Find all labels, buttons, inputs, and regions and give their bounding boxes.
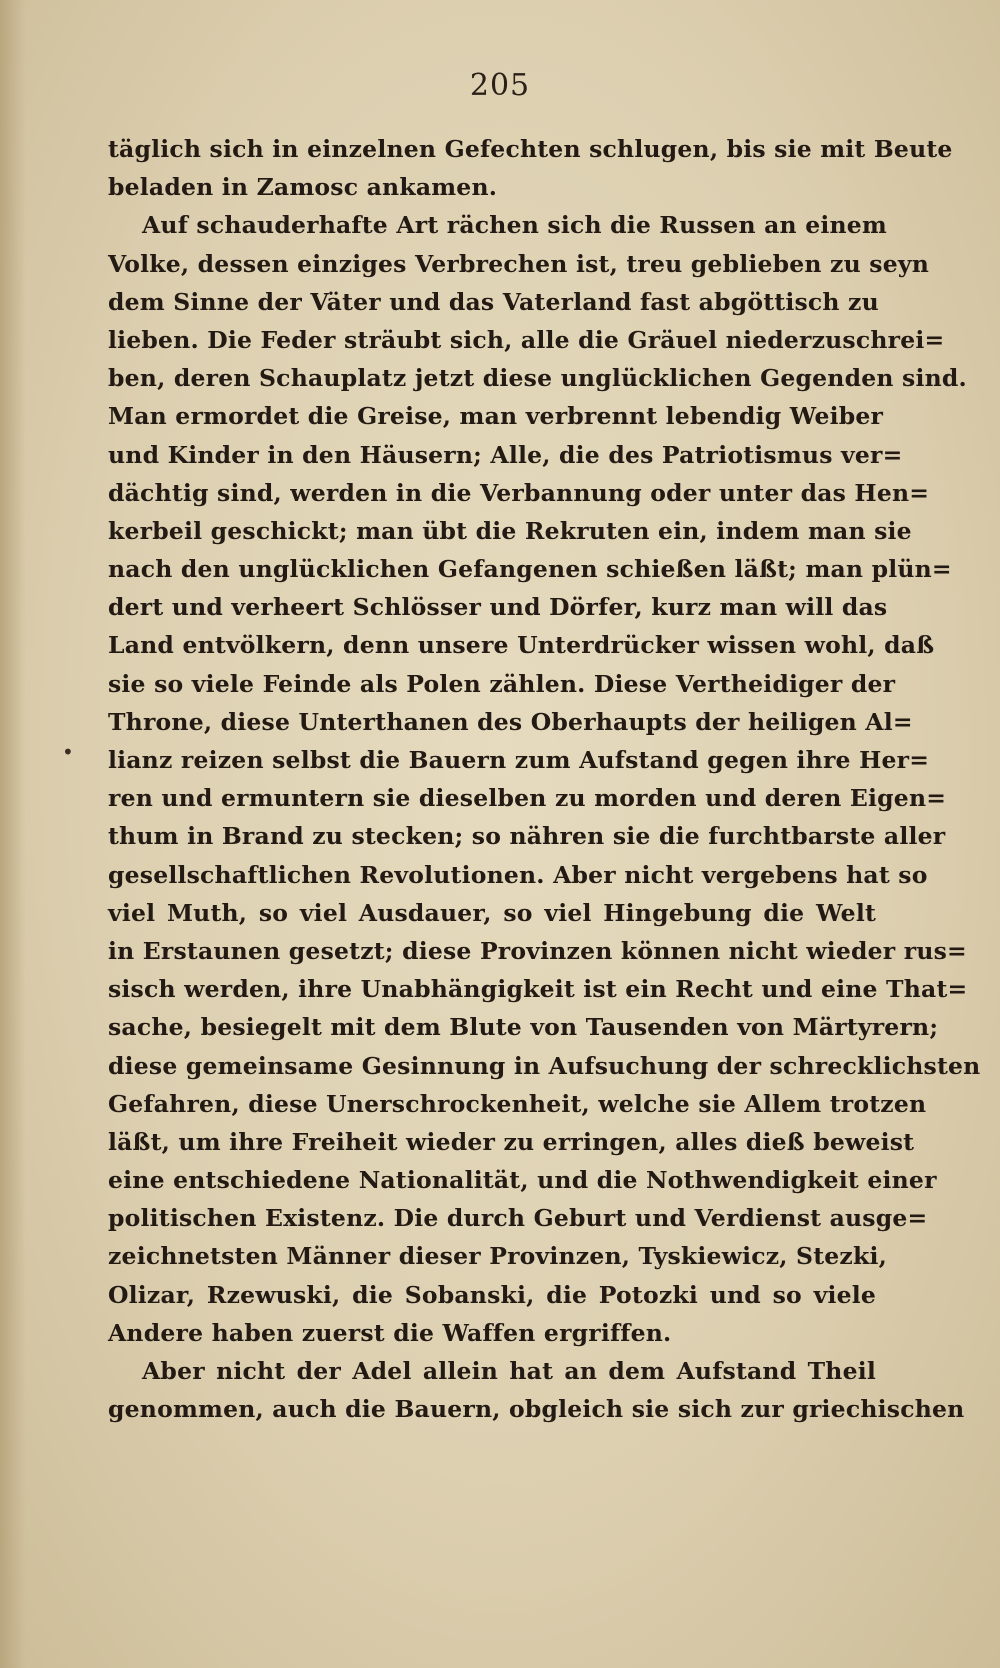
text-line: Olizar, Rzewuski, die Sobanski, die Potozki und so viele [108, 1280, 876, 1309]
text-line: Volke, dessen einziges Verbrechen ist, treu geblieben zu seyn [108, 249, 929, 278]
page-number: 205 [469, 68, 531, 103]
text-line: ren und ermuntern sie dieselben zu morden und deren Eigen= [108, 784, 947, 813]
text-line: lianz reizen selbst die Bauern zum Aufstand gegen ihre Her= [108, 746, 930, 774]
text-line: gesellschaftlichen Revolutionen. Aber nicht vergebens hat so [108, 860, 928, 889]
text-line: sisch werden, ihre Unabhängigkeit ist ein Recht und eine That= [108, 975, 968, 1004]
text-line: läßt, um ihre Freiheit wieder zu erringen, alles dieß beweist [108, 1127, 915, 1156]
text-line: ben, deren Schauplatz jetzt diese unglücklichen Gegenden sind. [108, 364, 967, 393]
text-line: politischen Existenz. Die durch Geburt und Verdienst ausge= [108, 1204, 928, 1233]
body-text [108, 130, 981, 1428]
text-line: dächtig sind, werden in die Verbannung oder unter das Hen= [108, 478, 930, 507]
text-line: sache, besiegelt mit dem Blute von Tausenden von Märtyrern; [108, 1013, 939, 1042]
text-line: dem Sinne der Väter und das Vaterland fast abgöttisch zu [108, 287, 879, 316]
text-line: genommen, auch die Bauern, obgleich sie sich zur griechischen [108, 1395, 965, 1424]
text-line: täglich sich in einzelnen Gefechten schlugen, bis sie mit Beute [108, 135, 953, 163]
text-line: Aber nicht der Adel allein hat an dem Aufstand Theil [142, 1357, 876, 1385]
text-line: Man ermordet die Greise, man verbrennt lebendig Weiber [108, 402, 884, 431]
text-line: lieben. Die Feder sträubt sich, alle die Gräuel niederzuschrei= [108, 325, 945, 354]
text-line: Gefahren, diese Unerschrockenheit, welche sie Allem trotzen [108, 1089, 927, 1118]
text-line: in Erstaunen gesetzt; diese Provinzen können nicht wieder rus= [108, 936, 967, 965]
text-line: dert und verheert Schlösser und Dörfer, kurz man will das [108, 593, 888, 622]
text-line: beladen in Zamosc ankamen. [108, 173, 498, 202]
text-line: Throne, diese Unterthanen des Oberhaupts der heiligen Al= [108, 707, 913, 736]
text-line: sie so viele Feinde als Polen zählen. Diese Vertheidiger der [108, 669, 896, 698]
text-line: kerbeil geschickt; man übt die Rekruten ein, indem man sie [108, 516, 912, 545]
text-line: eine entschiedene Nationalität, und die Nothwendigkeit einer [108, 1166, 937, 1195]
text-line: Land entvölkern, denn unsere Unterdrücker wissen wohl, daß [108, 631, 935, 660]
text-line: zeichnetsten Männer dieser Provinzen, Tyskiewicz, Stezki, [108, 1242, 887, 1271]
text-line: thum in Brand zu stecken; so nähren sie die furchtbarste aller [108, 822, 946, 851]
text-line: nach den unglücklichen Gefangenen schießen läßt; man plün= [108, 555, 952, 584]
text-line: und Kinder in den Häusern; Alle, die des Patriotismus ver= [108, 440, 903, 469]
margin-mark-dot: • [62, 740, 74, 764]
text-line: viel Muth, so viel Ausdauer, so viel Hingebung die Welt [108, 898, 876, 927]
text-line: Andere haben zuerst die Waffen ergriffen. [108, 1318, 672, 1347]
text-line: Auf schauderhafte Art rächen sich die Russen an einem [142, 211, 887, 240]
text-line: diese gemeinsame Gesinnung in Aufsuchung der schrecklichsten [108, 1051, 981, 1080]
